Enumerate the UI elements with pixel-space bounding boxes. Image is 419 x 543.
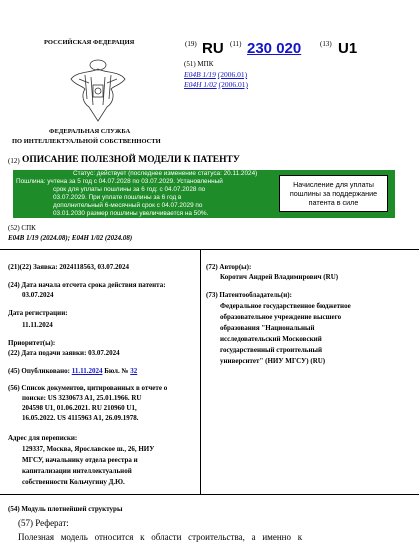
patent-number-link[interactable]: 230 020 <box>247 40 302 57</box>
priority-filing-date: (22) Дата подачи заявки: 03.07.2024 <box>8 349 120 357</box>
code-11: (11) <box>230 40 242 48</box>
coat-of-arms-emblem <box>67 55 129 125</box>
address-line-4: собственности Кольчугину Д.Ю. <box>22 478 125 486</box>
fee-notice-line-1: Начисление для уплаты <box>293 180 374 189</box>
divider-top <box>0 249 419 250</box>
registration-label: Дата регистрации: <box>8 309 68 317</box>
status-line-3: срок для уплаты пошлины за 6 год: с 04.07.2028 по <box>53 186 206 193</box>
publication-row <box>8 367 137 375</box>
mpk-year-1[interactable]: (2006.01) <box>217 70 248 79</box>
agency-line-2: ПО ИНТЕЛЛЕКТУАЛЬНОЙ СОБСТВЕННОСТИ <box>12 138 161 145</box>
code-19: (19) <box>185 40 197 48</box>
address-line-3: капитализации интеллектуальной <box>22 467 132 475</box>
title-code: (12) <box>8 157 20 165</box>
cited-docs-line-3: 204598 U1, 01.06.2021. RU 210960 U1, <box>22 404 137 412</box>
cited-docs-line-1: (56) Список документов, цитированных в отчете о <box>8 384 168 392</box>
status-line-5: дополнительный 6-месячный срок с 04.07.2029 по <box>53 202 203 209</box>
fee-notice-line-3: патента в силе <box>308 198 359 207</box>
country-name: РОССИЙСКАЯ ФЕДЕРАЦИЯ <box>44 39 135 46</box>
bulletin-number-link[interactable]: 32 <box>130 367 138 375</box>
publication-date-link[interactable]: 11.11.2024 <box>71 367 103 375</box>
spk-label: (52) СПК <box>8 224 36 232</box>
divider-bottom <box>0 494 419 495</box>
priority-label: Приоритет(ы): <box>8 339 56 347</box>
owner-label: (73) Патентообладатель(и): <box>206 291 292 299</box>
registration-value: 11.11.2024 <box>22 321 53 329</box>
owner-line-4: исследовательский Московский <box>220 335 322 343</box>
fee-notice-line-2: пошлины за поддержание <box>289 189 378 198</box>
mpk-class-link-1[interactable]: E04B 1/19 <box>184 70 216 79</box>
fee-notice-button[interactable] <box>279 175 388 212</box>
owner-line-1: Федеральное государственное бюджетное <box>220 302 351 310</box>
publication-label: (45) Опубликовано: <box>8 367 72 375</box>
owner-line-6: университет" (НИУ МГСУ) (RU) <box>220 357 326 365</box>
status-line-2: Пошлина: учтена за 5 год с 04.07.2028 по 03.07.2029. Установленный <box>16 178 223 185</box>
address-line-2: МГСУ, начальнику отдела реестра и <box>22 456 138 464</box>
mpk-row-2 <box>184 80 248 89</box>
code-13: (13) <box>320 40 332 48</box>
application-number: (21)(22) Заявка: 2024118563, 03.07.2024 <box>8 263 129 271</box>
status-line-1: Статус: действует (последнее изменение статуса: 20.11.2024) <box>73 170 258 177</box>
cited-docs-line-2: поиске: US 3230673 A1, 25.01.1966. RU <box>22 394 142 402</box>
mpk-label: (51) МПК <box>184 60 214 68</box>
abstract-text: Полезная модель относится к области строительства, а именно к <box>18 532 303 542</box>
utility-model-title: (54) Модуль плотнейшей структуры <box>8 505 123 513</box>
kind-code: U1 <box>338 40 358 57</box>
mpk-year-2[interactable]: (2006.01) <box>218 80 248 89</box>
mpk-row-1 <box>184 70 247 79</box>
authors-label: (72) Автор(ы): <box>206 263 252 271</box>
status-line-6: 03.01.2030 размер пошлины увеличивается на 50%. <box>53 210 209 217</box>
address-label: Адрес для переписки: <box>8 434 78 442</box>
abstract-label: (57) Реферат: <box>18 518 69 528</box>
term-start-value: 03.07.2024 <box>22 291 54 299</box>
agency-line-1: ФЕДЕРАЛЬНАЯ СЛУЖБА <box>49 128 131 135</box>
cited-docs-line-4: 16.05.2022. US 4115963 A1, 26.09.1978. <box>22 414 139 422</box>
authors-value: Коротич Андрей Владимирович (RU) <box>220 273 339 281</box>
owner-line-5: государственный строительный <box>220 346 323 354</box>
owner-line-3: образования "Национальный <box>220 324 315 332</box>
spk-classes: E04B 1/19 (2024.08); E04H 1/02 (2024.08) <box>8 234 133 242</box>
mpk-class-link-2[interactable]: E04H 1/02 <box>184 80 217 89</box>
status-line-4: 03.07.2029. При уплате пошлины за 6 год в <box>53 194 182 201</box>
country-code: RU <box>202 40 224 57</box>
term-start-label: (24) Дата начала отсчета срока действия патента: <box>8 281 166 289</box>
owner-line-2: образовательное учреждение высшего <box>220 313 342 321</box>
address-line-1: 129337, Москва, Ярославское ш., 26, НИУ <box>22 445 155 453</box>
bulletin-label: Бюл. № <box>102 367 131 375</box>
column-divider <box>200 249 201 494</box>
document-title: ОПИСАНИЕ ПОЛЕЗНОЙ МОДЕЛИ К ПАТЕНТУ <box>22 155 240 165</box>
